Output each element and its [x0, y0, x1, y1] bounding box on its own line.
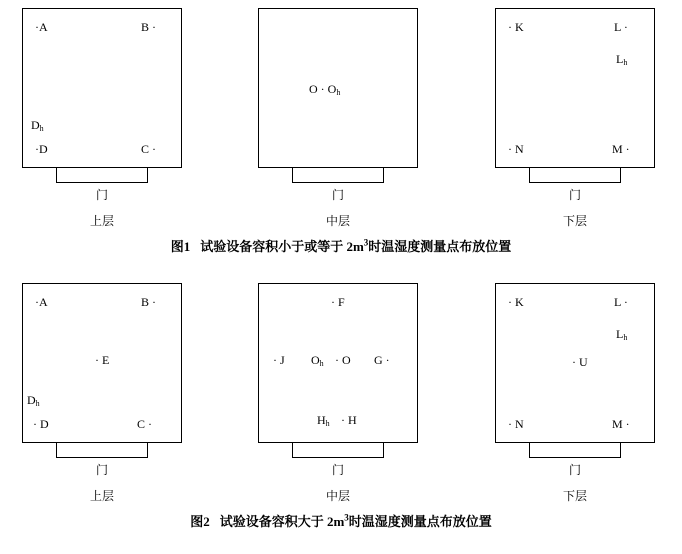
chamber-box: [495, 8, 655, 168]
measure-point: C ·: [137, 417, 152, 431]
layer-label: 上层: [89, 489, 114, 503]
figure-2-caption-number: 图2: [190, 514, 210, 529]
measure-point: M ·: [612, 417, 630, 431]
door-bracket: [258, 443, 418, 459]
chamber-box: [258, 8, 418, 168]
measure-point: ·D: [35, 142, 48, 156]
chamber-box: [495, 283, 655, 443]
measure-point: · O: [335, 353, 351, 367]
measure-point: $D_h$: [27, 393, 40, 408]
door-left-segment: [529, 168, 530, 183]
figure-1-panel-lower-layer: [495, 8, 657, 229]
door-bottom-segment: [529, 182, 621, 183]
door-bottom-segment: [56, 457, 148, 458]
figure-1-caption-text-after: 时温湿度测量点布放位置: [368, 239, 512, 254]
figure-1-block: [0, 8, 682, 255]
figure-2-panels: [0, 283, 682, 501]
measure-point: · J: [273, 353, 285, 367]
layer-label: 下层: [562, 489, 587, 503]
door-bracket: [495, 443, 655, 459]
measure-point: · F: [331, 295, 345, 309]
door-left-segment: [56, 443, 57, 458]
door-bracket: [22, 168, 182, 184]
chamber-box: [22, 283, 182, 443]
figure-1-caption-number: 图1: [170, 239, 191, 254]
layer-label: 上层: [89, 214, 114, 228]
measure-point: $O \cdot O_h$: [309, 82, 341, 97]
figure-2-block: [0, 283, 682, 530]
chamber-box: [22, 8, 182, 168]
layer-label: 中层: [325, 489, 350, 503]
figure-1-caption: [0, 236, 682, 255]
door-bracket: [22, 443, 182, 459]
chamber-box: [258, 283, 418, 443]
measure-point: ·A: [35, 295, 48, 309]
door-bottom-segment: [529, 457, 621, 458]
door-left-segment: [292, 168, 293, 183]
door-left-segment: [292, 443, 293, 458]
measure-point: · K: [508, 295, 524, 309]
layer-label: 下层: [562, 214, 587, 228]
figure-2-caption: [0, 511, 682, 530]
figure-1-caption-superscript: 3: [363, 237, 369, 248]
measure-point: $H_h$: [317, 413, 330, 428]
measure-point: · N: [508, 417, 524, 431]
figure-2-caption-text-after: 时温湿度测量点布放位置: [348, 514, 492, 529]
measure-point: $O_h$: [311, 353, 324, 368]
figure-2-caption-text-before: 试验设备容积大于 2m: [219, 514, 345, 529]
figure-2-panel-lower-layer: [495, 283, 657, 504]
door-right-segment: [147, 443, 148, 458]
door-bottom-segment: [292, 457, 384, 458]
figure-2-panel-upper-layer: [22, 283, 184, 504]
measure-point: · H: [341, 413, 357, 427]
measure-point: C ·: [141, 142, 156, 156]
door-label: 门: [95, 463, 108, 477]
door-label: 门: [95, 188, 108, 202]
door-left-segment: [56, 168, 57, 183]
measure-point: ·A: [35, 20, 48, 34]
figure-1-panel-upper-layer: [22, 8, 184, 229]
measure-point: $L_h$: [616, 52, 628, 67]
measure-point: B ·: [141, 20, 156, 34]
measure-point: · U: [572, 355, 588, 369]
measure-point: · N: [508, 142, 524, 156]
figure-1-caption-text-before: 试验设备容积小于或等于 2m: [200, 239, 364, 254]
door-bottom-segment: [292, 182, 384, 183]
door-right-segment: [620, 443, 621, 458]
door-right-segment: [620, 168, 621, 183]
measure-point: M ·: [612, 142, 630, 156]
figure-1-panel-middle-layer: [258, 8, 420, 229]
measure-point: $D_h$: [31, 118, 44, 133]
measure-point: · E: [95, 353, 110, 367]
door-right-segment: [147, 168, 148, 183]
door-bracket: [495, 168, 655, 184]
door-right-segment: [383, 443, 384, 458]
figure-1-panels: [0, 8, 682, 226]
measure-point: G ·: [374, 353, 390, 367]
door-label: 门: [568, 188, 581, 202]
door-label: 门: [331, 188, 344, 202]
measure-point: L ·: [614, 20, 628, 34]
door-label: 门: [568, 463, 581, 477]
figure-2-caption-superscript: 3: [344, 512, 349, 523]
measure-point: · D: [33, 417, 49, 431]
measure-point: · K: [508, 20, 524, 34]
measure-point: B ·: [141, 295, 156, 309]
door-bracket: [258, 168, 418, 184]
measure-point: $L_h$: [616, 327, 628, 342]
layer-label: 中层: [325, 214, 350, 228]
figure-2-panel-middle-layer: [258, 283, 420, 504]
door-right-segment: [383, 168, 384, 183]
door-label: 门: [331, 463, 344, 477]
door-left-segment: [529, 443, 530, 458]
door-bottom-segment: [56, 182, 148, 183]
measure-point: L ·: [614, 295, 628, 309]
